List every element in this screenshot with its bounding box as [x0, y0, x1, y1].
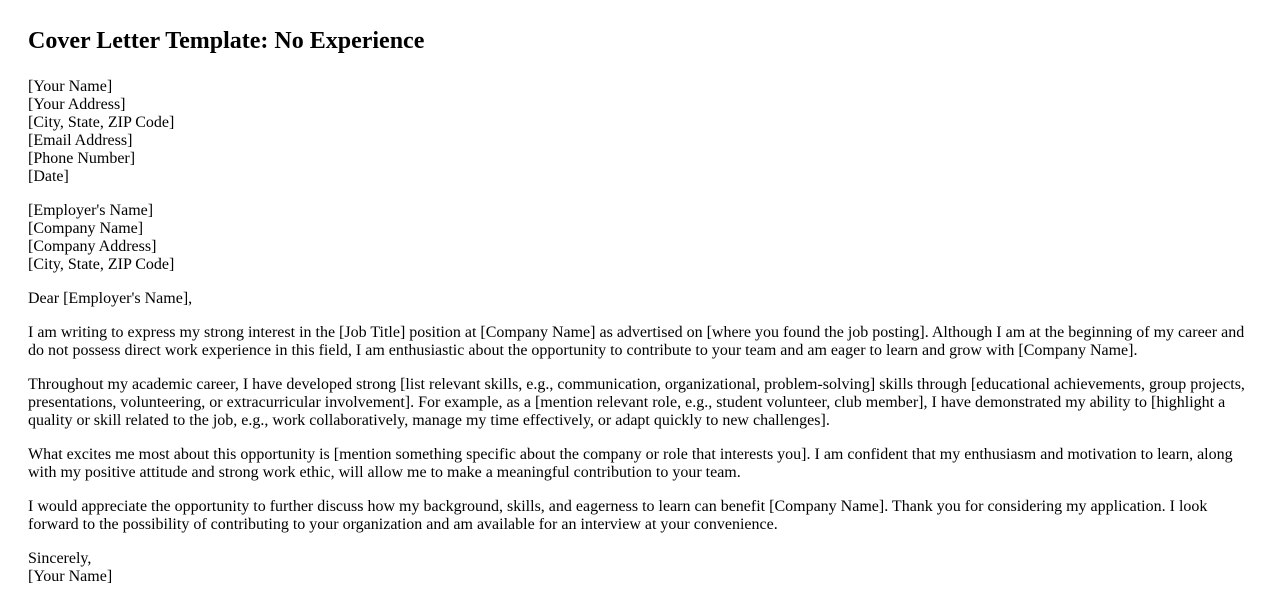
sender-email: [Email Address]	[28, 132, 133, 149]
sender-city-state-zip: [City, State, ZIP Code]	[28, 114, 175, 131]
body-paragraph-skills: Throughout my academic career, I have developed strong [list relevant skills, e.g., communication, organizational, problem-solving] skills through [educational achievements, group projects, presentations, volunteering, or extracurricular involvement]. For example, as a [mention relevant role, e.g., student volunteer, club member], I have demonstrated my ability to [highlight a quality or skill related to the job, e.g., work collaboratively, manage my time effectively, or adapt quickly to new challenges].	[28, 376, 1245, 429]
letter-date: [Date]	[28, 168, 69, 185]
body-paragraph-intro: I am writing to express my strong interest in the [Job Title] position at [Company Name] as advertised on [where you found the job posting]. Although I am at the beginning of my career and do not possess direct work experience in this field, I am enthusiastic about the opportunity to contribute to your team and am eager to learn and grow with [Company Name].	[28, 324, 1245, 359]
recipient-address-block	[28, 202, 1250, 274]
sender-name: [Your Name]	[28, 78, 113, 95]
sender-address-block	[28, 78, 1250, 186]
page-title: Cover Letter Template: No Experience	[28, 28, 425, 54]
recipient-employer-name: [Employer's Name]	[28, 202, 154, 219]
salutation: Dear [Employer's Name],	[28, 290, 193, 307]
valediction: Sincerely,	[28, 550, 92, 567]
sender-phone: [Phone Number]	[28, 150, 136, 167]
body-paragraph-closing: I would appreciate the opportunity to further discuss how my background, skills, and eagerness to learn can benefit [Company Name]. Thank you for considering my application. I look forward to the possibility of contributing to your organization and am available for an interview at your convenience.	[28, 498, 1208, 533]
closing-block	[28, 550, 1250, 586]
recipient-city-state-zip: [City, State, ZIP Code]	[28, 256, 175, 273]
sender-address: [Your Address]	[28, 96, 126, 113]
recipient-company-name: [Company Name]	[28, 220, 144, 237]
recipient-company-address: [Company Address]	[28, 238, 157, 255]
body-paragraph-motivation: What excites me most about this opportunity is [mention something specific about the company or role that interests you]. I am confident that my enthusiasm and motivation to learn, along with my positive attitude and strong work ethic, will allow me to make a meaningful contribution to your team.	[28, 446, 1233, 481]
signature-name: [Your Name]	[28, 568, 113, 585]
